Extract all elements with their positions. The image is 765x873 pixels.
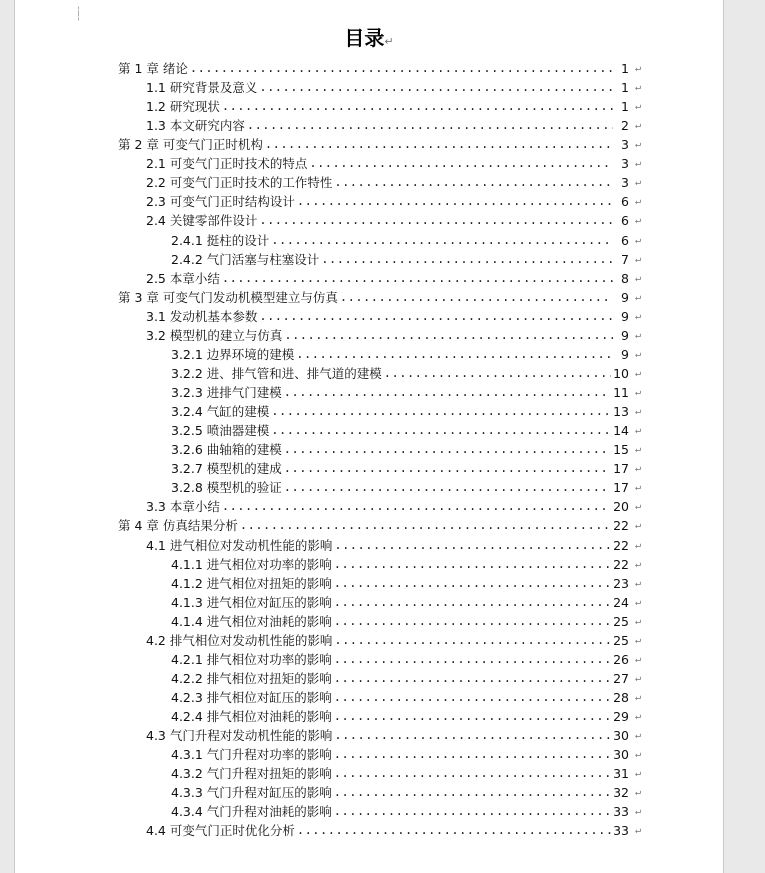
toc-entry-title: 4.2.1 排气相位对功率的影响 xyxy=(171,651,332,667)
toc-entry[interactable] xyxy=(171,555,641,574)
toc-dot-leader xyxy=(259,211,613,230)
toc-entry-page: 24 xyxy=(613,594,629,610)
toc-entry[interactable] xyxy=(171,364,641,383)
toc-entry[interactable] xyxy=(171,650,641,669)
paragraph-mark-icon: ↵ xyxy=(634,730,641,742)
toc-entry-page: 33 xyxy=(613,823,629,839)
paragraph-mark-icon: ↵ xyxy=(634,196,641,208)
toc-dot-leader xyxy=(334,802,611,821)
toc-entry[interactable] xyxy=(171,459,641,478)
toc-entry-title: 1.2 研究现状 xyxy=(146,99,220,115)
toc-dot-leader xyxy=(190,59,613,78)
toc-dot-leader xyxy=(284,440,611,459)
toc-entry-title: 1.1 研究背景及意义 xyxy=(146,80,258,96)
toc-dot-leader xyxy=(284,459,611,478)
paragraph-mark-icon: ↵ xyxy=(634,520,641,532)
toc-entry[interactable] xyxy=(118,59,641,78)
toc-dot-leader xyxy=(222,269,613,288)
paragraph-mark-icon: ↵ xyxy=(634,806,641,818)
toc-entry[interactable] xyxy=(171,688,641,707)
toc-entry-page: 9 xyxy=(621,289,629,305)
toc-entry-title: 3.2.6 曲轴箱的建模 xyxy=(171,442,282,458)
toc-entry-title: 4.3.4 气门升程对油耗的影响 xyxy=(171,804,332,820)
toc-dot-leader xyxy=(334,612,611,631)
toc-entry-title: 第 2 章 可变气门正时机构 xyxy=(118,137,263,153)
paragraph-mark-icon: ↵ xyxy=(634,367,641,379)
paragraph-mark-icon: ↵ xyxy=(634,158,641,170)
paragraph-mark-icon: ↵ xyxy=(634,139,641,151)
toc-dot-leader xyxy=(334,707,611,726)
toc-dot-leader xyxy=(340,288,613,307)
toc-entry[interactable] xyxy=(118,288,641,307)
paragraph-mark-icon: ↵ xyxy=(634,653,641,665)
toc-entry[interactable] xyxy=(171,345,641,364)
toc-entry[interactable] xyxy=(146,326,641,345)
toc-entry-page: 3 xyxy=(621,156,629,172)
toc-entry-page: 22 xyxy=(613,537,629,553)
toc-entry-title: 1.3 本文研究内容 xyxy=(146,118,245,134)
toc-entry-page: 20 xyxy=(613,499,629,515)
toc-entry-title: 3.2 模型机的建立与仿真 xyxy=(146,327,283,343)
toc-entry[interactable] xyxy=(146,192,641,211)
toc-dot-leader xyxy=(334,726,611,745)
toc-entry-title: 4.2.4 排气相位对油耗的影响 xyxy=(171,709,332,725)
paragraph-mark-icon: ↵ xyxy=(634,615,641,627)
paragraph-mark-icon: ↵ xyxy=(634,101,641,113)
paragraph-mark-icon: ↵ xyxy=(634,82,641,94)
toc-entry-title: 2.4.2 气门活塞与柱塞设计 xyxy=(171,251,320,267)
toc-entry-page: 32 xyxy=(613,785,629,801)
toc-entry-title: 3.2.4 气缸的建模 xyxy=(171,404,270,420)
toc-entry-page: 2 xyxy=(621,118,629,134)
paragraph-mark-icon: ↵ xyxy=(384,35,394,48)
toc-entry[interactable] xyxy=(146,821,641,840)
toc-dot-leader xyxy=(297,821,611,840)
paragraph-mark-icon: ↵ xyxy=(634,558,641,570)
toc-entry-page: 30 xyxy=(613,728,629,744)
toc-dot-leader xyxy=(284,383,611,402)
toc-entry-page: 33 xyxy=(613,804,629,820)
toc-entry-title: 4.3.2 气门升程对扭矩的影响 xyxy=(171,766,332,782)
toc-entry-title: 4.2.3 排气相位对缸压的影响 xyxy=(171,689,332,705)
toc-entry-page: 13 xyxy=(613,404,629,420)
toc-entry-title: 3.2.2 进、排气管和进、排气道的建模 xyxy=(171,365,382,381)
toc-entry-page: 1 xyxy=(621,61,629,76)
paragraph-mark-icon: ↵ xyxy=(634,63,641,74)
toc-entry[interactable] xyxy=(171,383,641,402)
toc-dot-leader xyxy=(321,250,613,269)
toc-entry[interactable] xyxy=(171,707,641,726)
paragraph-mark-icon: ↵ xyxy=(634,749,641,761)
toc-entry-title: 第 3 章 可变气门发动机模型建立与仿真 xyxy=(118,289,338,305)
paragraph-mark-icon: ↵ xyxy=(634,672,641,684)
toc-dot-leader xyxy=(259,78,613,97)
toc-dot-leader xyxy=(271,402,611,421)
toc-entry[interactable] xyxy=(171,593,641,612)
paragraph-mark-icon: ↵ xyxy=(634,711,641,723)
toc-entry[interactable] xyxy=(171,669,641,688)
toc-entry-page: 28 xyxy=(613,689,629,705)
paragraph-mark-icon: ↵ xyxy=(634,539,641,551)
toc-entry[interactable] xyxy=(171,802,641,821)
toc-dot-leader xyxy=(384,364,611,383)
toc-dot-leader xyxy=(334,631,611,650)
toc-dot-leader xyxy=(334,593,611,612)
toc-entry-page: 17 xyxy=(613,480,629,496)
toc-entry-page: 7 xyxy=(621,251,629,267)
paragraph-mark-icon: ↵ xyxy=(634,787,641,799)
toc-entry[interactable] xyxy=(171,745,641,764)
toc-entry-page: 14 xyxy=(613,423,629,439)
paragraph-mark-icon: ↵ xyxy=(634,634,641,646)
toc-entry-page: 26 xyxy=(613,651,629,667)
toc-entry[interactable] xyxy=(171,612,641,631)
toc-entry[interactable] xyxy=(171,478,641,497)
toc-dot-leader xyxy=(271,231,613,250)
toc-dot-leader xyxy=(271,421,611,440)
toc-entry[interactable] xyxy=(146,97,641,116)
paragraph-mark-icon: ↵ xyxy=(634,691,641,703)
toc-entry-title: 2.2 可变气门正时技术的工作特性 xyxy=(146,175,333,191)
toc-entry[interactable] xyxy=(171,231,641,250)
toc-dot-leader xyxy=(334,764,611,783)
toc-entry-title: 3.1 发动机基本参数 xyxy=(146,308,258,324)
toc-entry[interactable] xyxy=(146,536,641,555)
toc-entry-page: 6 xyxy=(621,194,629,210)
toc-entry[interactable] xyxy=(146,78,641,97)
toc-entry-page: 29 xyxy=(613,709,629,725)
toc-entry-page: 23 xyxy=(613,575,629,591)
toc-entry-title: 3.3 本章小结 xyxy=(146,499,220,515)
toc-dot-leader xyxy=(284,326,613,345)
paragraph-mark-icon: ↵ xyxy=(634,348,641,360)
paragraph-mark-icon: ↵ xyxy=(634,310,641,322)
toc-entry[interactable] xyxy=(171,402,641,421)
toc-entry[interactable] xyxy=(146,307,641,326)
paragraph-mark-icon: ↵ xyxy=(634,596,641,608)
toc-entry[interactable] xyxy=(146,211,641,230)
toc-title xyxy=(15,22,723,51)
toc-entry-page: 30 xyxy=(613,747,629,763)
toc-entry-page: 27 xyxy=(613,670,629,686)
toc-entry-title: 3.2.1 边界环境的建模 xyxy=(171,346,295,362)
toc-entry-page: 9 xyxy=(621,346,629,362)
toc-entry-page: 31 xyxy=(613,766,629,782)
toc-dot-leader xyxy=(265,135,613,154)
toc-entry-page: 8 xyxy=(621,270,629,286)
toc-dot-leader xyxy=(296,345,613,364)
toc-entry-title: 4.2.2 排气相位对扭矩的影响 xyxy=(171,670,332,686)
toc-dot-leader xyxy=(334,783,611,802)
toc-entry[interactable] xyxy=(171,250,641,269)
toc-entry-title: 4.1.4 进气相位对油耗的影响 xyxy=(171,613,332,629)
toc-entry-page: 9 xyxy=(621,327,629,343)
toc-dot-leader xyxy=(259,307,613,326)
document-page xyxy=(14,0,724,873)
toc-entry-title: 第 1 章 绪论 xyxy=(118,61,188,76)
toc-entry-title: 4.3 气门升程对发动机性能的影响 xyxy=(146,728,333,744)
toc-entry-title: 3.2.5 喷油器建模 xyxy=(171,423,270,439)
toc-entry[interactable] xyxy=(171,764,641,783)
toc-entry-title: 4.3.3 气门升程对缸压的影响 xyxy=(171,785,332,801)
toc-entry-page: 25 xyxy=(613,613,629,629)
toc-entry-title: 2.3 可变气门正时结构设计 xyxy=(146,194,295,210)
toc-entry-page: 17 xyxy=(613,461,629,477)
toc-dot-leader xyxy=(334,688,611,707)
paragraph-mark-icon: ↵ xyxy=(634,463,641,475)
toc-entry-page: 9 xyxy=(621,308,629,324)
toc-entry-title: 3.2.8 模型机的验证 xyxy=(171,480,282,496)
toc-entry[interactable] xyxy=(171,574,641,593)
toc-dot-leader xyxy=(334,574,611,593)
toc-entry[interactable] xyxy=(146,497,641,516)
paragraph-mark-icon: ↵ xyxy=(634,234,641,246)
toc-entry-title: 第 4 章 仿真结果分析 xyxy=(118,518,238,534)
toc-entry-title: 4.1.2 进气相位对扭矩的影响 xyxy=(171,575,332,591)
toc-entry-page: 22 xyxy=(613,518,629,534)
toc-entry[interactable] xyxy=(146,173,641,192)
toc-dot-leader xyxy=(247,116,613,135)
toc-entry[interactable] xyxy=(146,726,641,745)
toc-entry-title: 4.3.1 气门升程对功率的影响 xyxy=(171,747,332,763)
toc-entry[interactable] xyxy=(118,516,641,535)
toc-entry-title: 4.1.3 进气相位对缸压的影响 xyxy=(171,594,332,610)
toc-entry[interactable] xyxy=(146,116,641,135)
toc-title-text: 目录 xyxy=(344,26,385,50)
toc-dot-leader xyxy=(284,478,611,497)
paragraph-mark-icon: ↵ xyxy=(634,482,641,494)
toc-entry[interactable] xyxy=(171,783,641,802)
toc-entry-title: 4.4 可变气门正时优化分析 xyxy=(146,823,295,839)
toc-entry-page: 1 xyxy=(621,99,629,115)
paragraph-mark-icon: ↵ xyxy=(634,825,641,837)
paragraph-mark-icon: ↵ xyxy=(634,768,641,780)
toc-dot-leader xyxy=(334,173,613,192)
paragraph-mark-icon: ↵ xyxy=(634,272,641,284)
paragraph-mark-icon: ↵ xyxy=(634,215,641,227)
paragraph-mark-icon: ↵ xyxy=(634,387,641,399)
paragraph-mark-icon: ↵ xyxy=(634,425,641,437)
toc-entry-page: 15 xyxy=(613,442,629,458)
toc-dot-leader xyxy=(222,97,613,116)
toc-entry-page: 11 xyxy=(613,385,629,401)
paragraph-mark-icon: ↵ xyxy=(634,253,641,265)
toc-dot-leader xyxy=(222,497,611,516)
toc-dot-leader xyxy=(334,555,611,574)
toc-dot-leader xyxy=(334,536,611,555)
toc-entry-page: 1 xyxy=(621,80,629,96)
paragraph-mark-icon: ↵ xyxy=(634,577,641,589)
toc-entry-title: 4.1.1 进气相位对功率的影响 xyxy=(171,556,332,572)
paragraph-mark-icon: ↵ xyxy=(634,406,641,418)
toc-entry-title: 4.2 排气相位对发动机性能的影响 xyxy=(146,632,333,648)
toc-entry-page: 22 xyxy=(613,556,629,572)
toc-entry-title: 3.2.7 模型机的建成 xyxy=(171,461,282,477)
toc-entry-title: 2.1 可变气门正时技术的特点 xyxy=(146,156,308,172)
paragraph-mark-icon: ↵ xyxy=(634,291,641,303)
toc-entry-title: 2.4 关键零部件设计 xyxy=(146,213,258,229)
toc-entry[interactable] xyxy=(146,631,641,650)
toc-entry-page: 6 xyxy=(621,213,629,229)
toc-dot-leader xyxy=(309,154,613,173)
toc-entry-page: 3 xyxy=(621,175,629,191)
margin-corner-mark: ¦ ¦ xyxy=(77,5,80,21)
toc-entry-title: 2.5 本章小结 xyxy=(146,270,220,286)
paragraph-mark-icon: ↵ xyxy=(634,444,641,456)
toc-entry[interactable] xyxy=(146,154,641,173)
toc-dot-leader xyxy=(240,516,611,535)
toc-dot-leader xyxy=(334,650,611,669)
toc-entry[interactable] xyxy=(171,421,641,440)
toc-dot-leader xyxy=(334,745,611,764)
toc-entry-title: 4.1 进气相位对发动机性能的影响 xyxy=(146,537,333,553)
paragraph-mark-icon: ↵ xyxy=(634,329,641,341)
toc-entry[interactable] xyxy=(118,135,641,154)
toc-entry-title: 2.4.1 挺柱的设计 xyxy=(171,232,270,248)
paragraph-mark-icon: ↵ xyxy=(634,177,641,189)
toc-entry-page: 6 xyxy=(621,232,629,248)
toc-entry[interactable] xyxy=(171,440,641,459)
toc-dot-leader xyxy=(297,192,613,211)
toc-entry-title: 3.2.3 进排气门建模 xyxy=(171,385,282,401)
paragraph-mark-icon: ↵ xyxy=(634,501,641,513)
toc-entry-page: 3 xyxy=(621,137,629,153)
toc-dot-leader xyxy=(334,669,611,688)
toc-entry-page: 10 xyxy=(613,365,629,381)
toc-entry[interactable] xyxy=(146,269,641,288)
paragraph-mark-icon: ↵ xyxy=(634,120,641,132)
toc-entry-page: 25 xyxy=(613,632,629,648)
